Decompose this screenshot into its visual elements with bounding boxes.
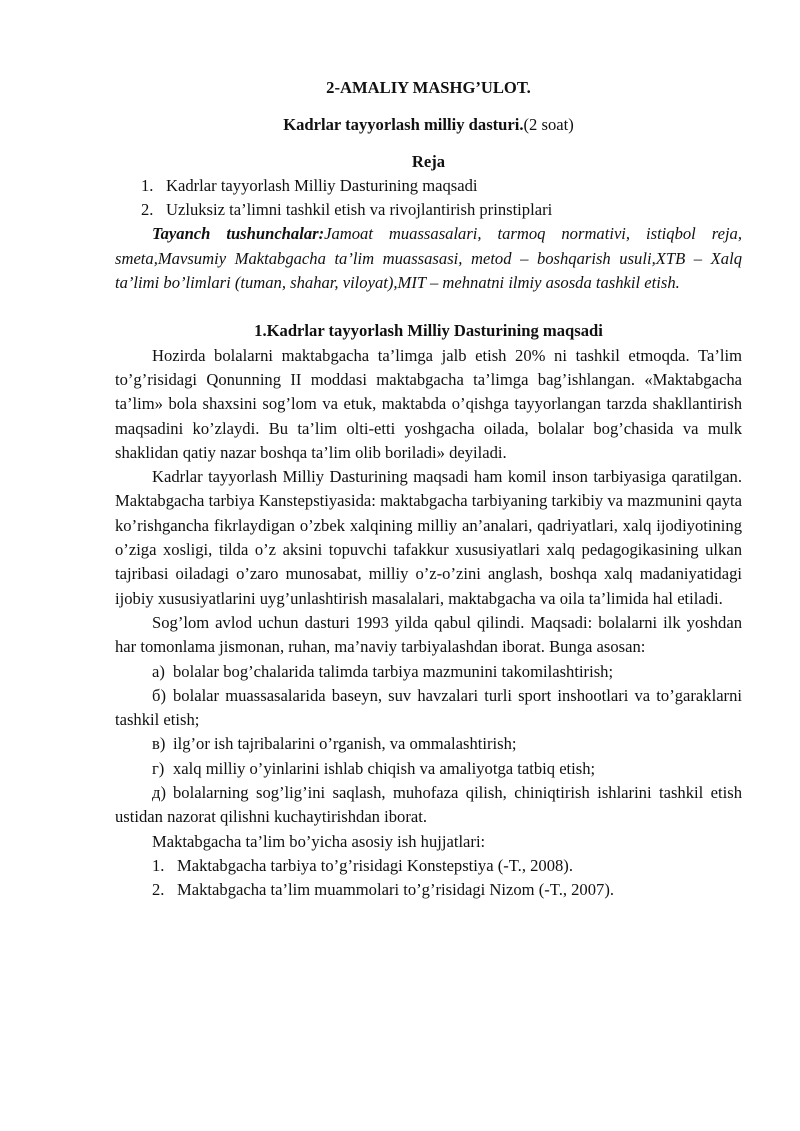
goal-marker: а) (152, 661, 165, 681)
plan-item-number: 2. (141, 200, 154, 220)
goal-item (115, 757, 742, 781)
section-heading: 1.Kadrlar tayyorlash Milliy Dasturining maqsadi (254, 321, 603, 341)
document-page (115, 72, 742, 903)
goal-item (115, 781, 742, 830)
docs-list (115, 854, 742, 903)
goal-text: bolalar bog’chalarida talimda tarbiya mazmunini takomilashtirish; (173, 661, 614, 681)
goal-item (115, 660, 742, 684)
plan-item-number: 1. (141, 175, 154, 195)
goal-item (115, 732, 742, 756)
goal-text: bolalar muassasalarida baseyn, suv havzalari turli sport inshootlari va to’garaklarni tashkil etish; (115, 685, 742, 730)
body-paragraph: Hozirda bolalarni maktabgacha ta’limga jalb etish 20% ni tashkil etmoqda. Ta’lim to’g’risidagi Qonunning II moddasi maktabgacha ta’limga bag’ishlangan. «Maktabgacha ta’lim» bola shaxsini sog’lom va etuk, maktabda o’qishga tayyorlangan tarzda shakllantirish maqsadini ko’zlaydi. Bu ta’lim olti-etti yoshgacha oilada, bolalar bog’chasida va mulk shaklidan qatiy nazar boshqa ta’lim olib boriladi» deyiladi. (115, 345, 742, 462)
subtitle-hours: (2 soat) (523, 115, 574, 135)
plan-item (141, 174, 742, 198)
goal-marker: г) (152, 758, 165, 778)
docs-intro: Maktabgacha ta’lim bo’yicha asosiy ish hujjatlari: (152, 831, 486, 851)
key-terms-label: Tayanch tushunchalar: (152, 224, 325, 244)
key-terms-paragraph (115, 222, 742, 295)
doc-item-text: Maktabgacha ta’lim muammolari to’g’risidagi Nizom (-T., 2007). (177, 880, 614, 900)
doc-item (115, 878, 742, 902)
doc-item-number: 2. (152, 880, 165, 900)
goal-text: xalq milliy o’yinlarini ishlab chiqish va amaliyotga tatbiq etish; (173, 758, 596, 778)
goal-marker: в) (152, 734, 166, 754)
body-paragraph: Sog’lom avlod uchun dasturi 1993 yilda qabul qilindi. Maqsadi: bolalarni ilk yoshdan har tomonlama jismonan, ruhan, ma’naviy tarbiyalashdan iborat. Bunga asosan: (115, 612, 742, 657)
key-terms-text: Jamoat muassasalari, tarmoq normativi, istiqbol reja, smeta,Mavsumiy Maktabgacha ta’lim muassasasi, metod – boshqarish usuli,XTB – Xalq ta’limi bo’limlari (tuman, shahar, viloyat),MIT – mehnatni ilmiy asosda tashkil etish. (115, 224, 742, 293)
plan-label: Reja (411, 151, 446, 171)
page-title: 2-AMALIY MASHG’ULOT. (326, 78, 531, 97)
body-paragraph: Kadrlar tayyorlash Milliy Dasturining maqsadi ham komil inson tarbiyasiga qaratilgan. Maktabgacha tarbiya Kanstepstiyasida: maktabgacha tarbiyaning tarkibiy va mazmunini qayta ko’rishgancha fikrlaydigan o’zbek xalqining milliy an’analari, qadriyatlari, xalq ijodiyotining o’ziga xosligi, tilda o’z aksini topuvchi tafakkur xususiyatlari xalq pedagogikasining ulkan tajribasi oiladagi o’zaro munosabat, milliy o’z-o’zini anglash, boshqa xalq madaniyatidagi ijobiy xususiyatlarini uyg’unlashtirish masalalari, maktabgacha va oila ta’limida hal etiladi. (115, 467, 742, 608)
doc-item-text: Maktabgacha tarbiya to’g’risidagi Konstepstiya (-T., 2008). (177, 855, 573, 875)
doc-item-number: 1. (152, 855, 165, 875)
plan-item-text: Kadrlar tayyorlash Milliy Dasturining maqsadi (166, 175, 478, 195)
plan-item-text: Uzluksiz ta’limni tashkil etish va rivojlantirish prinstiplari (166, 200, 553, 220)
plan-item (141, 198, 742, 222)
goal-text: bolalarning sog’lig’ini saqlash, muhofaza qilish, chiniqtirish ishlarini tashkil etish ustidan nazorat qilishni kuchaytirishdan iborat. (115, 783, 742, 827)
subtitle-main: Kadrlar tayyorlash milliy dasturi. (283, 115, 524, 135)
goal-text: ilg’or ish tajribalarini o’rganish, va ommalashtirish; (173, 734, 517, 754)
goal-item (115, 684, 742, 733)
doc-item (115, 854, 742, 878)
goals-list (115, 660, 742, 830)
goal-marker: б) (152, 685, 166, 705)
goal-marker: д) (152, 783, 166, 803)
plan-list (115, 174, 742, 223)
page-subtitle (115, 113, 742, 137)
